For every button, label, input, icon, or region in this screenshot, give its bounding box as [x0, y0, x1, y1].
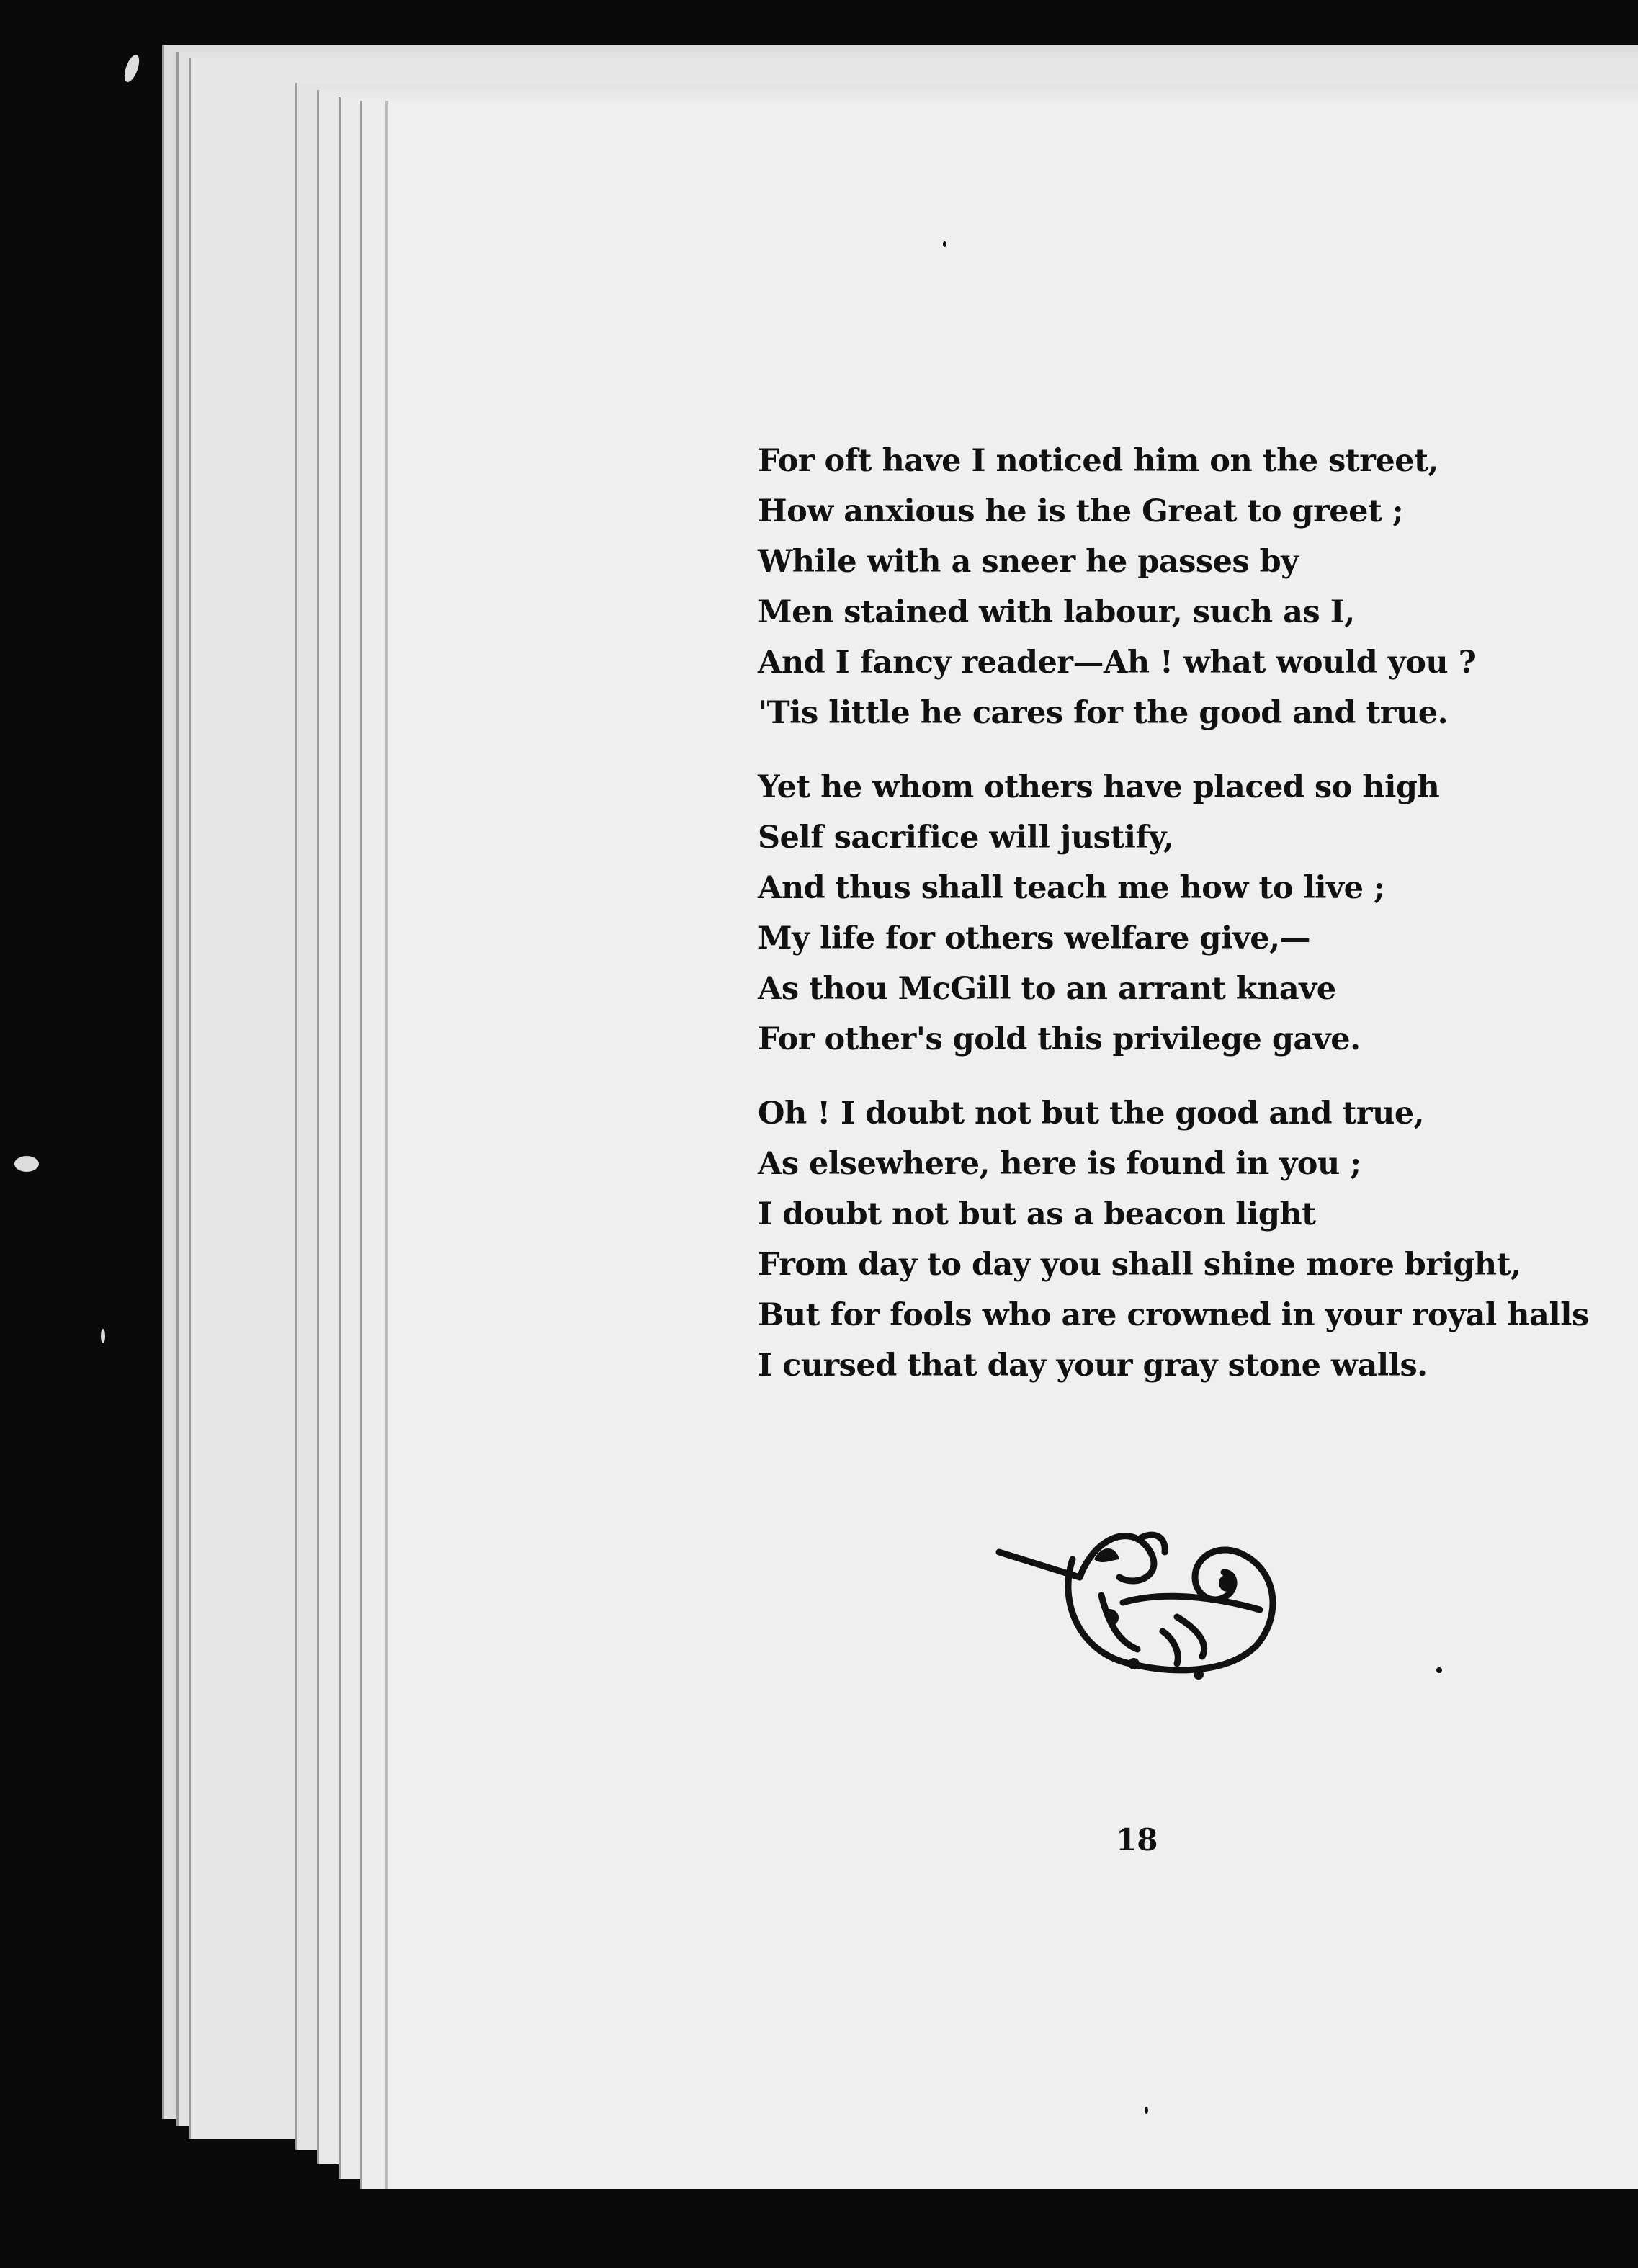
poem-line: I cursed that day your gray stone walls. — [758, 1348, 1428, 1384]
scan-artifact — [101, 1329, 105, 1343]
book-page — [385, 101, 1638, 2189]
poem-line: Men stained with labour, such as I, — [758, 594, 1355, 630]
poem-line: While with a sneer he passes by — [758, 544, 1299, 580]
poem-line: For other's gold this privilege gave. — [758, 1021, 1361, 1057]
floral-scroll-ornament-icon — [993, 1509, 1303, 1696]
poem-line: From day to day you shall shine more bright, — [758, 1247, 1521, 1283]
poem-line: 'Tis little he cares for the good and true. — [758, 695, 1449, 731]
stanza-3 — [758, 1088, 1589, 1391]
poem-line: For oft have I noticed him on the street, — [758, 443, 1438, 479]
poem-line: As elsewhere, here is found in you ; — [758, 1146, 1361, 1182]
poem-line: And thus shall teach me how to live ; — [758, 870, 1385, 906]
page-number: 18 — [1116, 1822, 1158, 1857]
poem-line: Self sacrifice will justify, — [758, 820, 1174, 856]
poem — [758, 436, 1589, 1415]
poem-line: How anxious he is the Great to greet ; — [758, 493, 1404, 529]
stanza-2 — [758, 762, 1589, 1064]
stanza-1 — [758, 436, 1589, 738]
poem-line: But for fools who are crowned in your royal halls — [758, 1297, 1589, 1333]
poem-line: My life for others welfare give,— — [758, 920, 1311, 956]
scan-artifact — [122, 53, 143, 84]
poem-line: And I fancy reader—Ah ! what would you ? — [758, 645, 1477, 681]
poem-line: As thou McGill to an arrant knave — [758, 971, 1336, 1007]
scan-artifact — [14, 1156, 39, 1172]
poem-line: Yet he whom others have placed so high — [758, 769, 1440, 805]
poem-line: I doubt not but as a beacon light — [758, 1196, 1316, 1232]
poem-line: Oh ! I doubt not but the good and true, — [758, 1095, 1425, 1131]
scan-artifact — [943, 241, 946, 247]
scan-artifact — [1436, 1667, 1442, 1673]
scan-artifact — [1145, 2107, 1148, 2114]
